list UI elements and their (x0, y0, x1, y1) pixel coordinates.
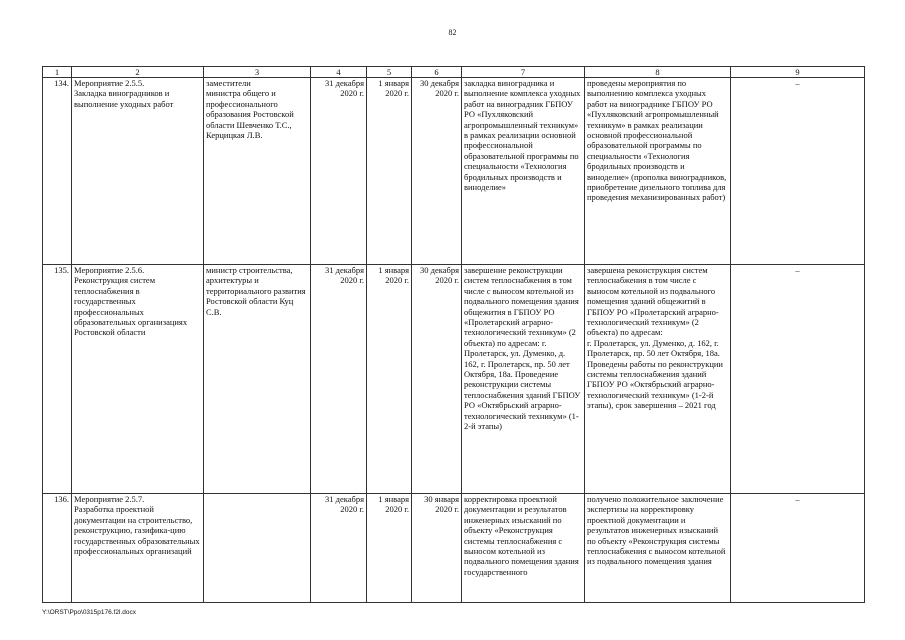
row-number: 136. (43, 494, 72, 603)
activity-name: Мероприятие 2.5.5. Закладка виноградников и выполнение уходных работ (72, 78, 204, 265)
table-row (43, 265, 865, 494)
responsible-person: министр строительства, архитектуры и территориального развития Ростовской области Куц С.В. (204, 265, 311, 494)
actual-result: завершена реконструкция систем теплоснабжения в том числе с выносом котельной из подвального помещения зданий общежитий в ГБПОУ РО «Пролетарский аграрно-технологический техникум» (2 объекта) по адресам: г. Пролетарск, ул. Думенко, д. 162, г. Пролетарск, пр. 50 лет Октября, 18а. Проведены работы по реконструкции системы теплоснабжения зданий ГБПОУ РО «Октябрьский аграрно-технологический техникум» (1-2-й этапы), срок завершения – 2021 год (585, 265, 731, 494)
activity-name: Мероприятие 2.5.7. Разработка проектной документации на строительство, реконструкцию, газифика-цию государственных образовательных профессиональных организаций (72, 494, 204, 603)
column-header: 6 (412, 67, 462, 78)
expected-result: корректировка проектной документации и результатов инженерных изысканий по объекту «Реконструкция системы теплоснабжения с выносом котельной из подвального помещения здания государственного (462, 494, 585, 603)
responsible-person: заместители министра общего и профессионального образования Ростовской области Шевченко Т.С., Керцицкая Л.В. (204, 78, 311, 265)
column-header: 2 (72, 67, 204, 78)
expected-result: закладка виноградника и выполнение комплекса уходных работ на виноградник ГБПОУ РО «Пухляковский агропромышленный техникум» в рамках реализации основной профессиональной образовательной программы по специальности «Технология бродильных производств и виноделие» (462, 78, 585, 265)
activity-name: Мероприятие 2.5.6. Реконструкция систем теплоснабжения в государственных профессиональных образовательных организациях Ростовской области (72, 265, 204, 494)
table-row (43, 494, 865, 603)
actual-start-date: 1 января 2020 г. (367, 78, 412, 265)
column-header: 3 (204, 67, 311, 78)
notes: – (731, 265, 865, 494)
file-path-footer: Y:\ORST\Ppo\0315p176.f2l.docx (42, 609, 136, 616)
notes: – (731, 78, 865, 265)
column-header: 7 (462, 67, 585, 78)
column-header: 1 (43, 67, 72, 78)
actual-end-date: 30 декабря 2020 г. (412, 78, 462, 265)
column-header: 5 (367, 67, 412, 78)
planned-end-date: 31 декабря 2020 г. (311, 265, 367, 494)
actual-end-date: 30 декабря 2020 г. (412, 265, 462, 494)
actual-result: проведены мероприятия по выполнению комплекса уходных работ на винограднике ГБПОУ РО «Пухляковский агропромышленный техникум» в рамках реализации основной профессиональной образовательной программы по специальности «Технология бродильных производств и виноделие» (прополка виноградников, приобретение дизельного топлива для проведения механизированных работ) (585, 78, 731, 265)
row-number: 134. (43, 78, 72, 265)
page-number: 82 (448, 28, 457, 37)
column-number-row (43, 67, 865, 78)
notes: – (731, 494, 865, 603)
table-row (43, 78, 865, 265)
actual-start-date: 1 января 2020 г. (367, 494, 412, 603)
column-header: 8 (585, 67, 731, 78)
responsible-person (204, 494, 311, 603)
expected-result: завершение реконструкции систем теплоснабжения в том числе с выносом котельной из подвального помещения здания общежития в ГБПОУ РО «Пролетарский аграрно-технологический техникум» (2 объекта) по адресам: г. Пролетарск, ул. Думенко, д. 162, г. Пролетарск, пр. 50 лет Октября, 18а. Проведение реконструкции системы теплоснабжения зданий ГБПОУ РО «Октябрьский аграрно-технологический техникум» (1-2-й этапы) (462, 265, 585, 494)
actual-end-date: 30 января 2020 г. (412, 494, 462, 603)
report-table (42, 66, 865, 603)
row-number: 135. (43, 265, 72, 494)
actual-start-date: 1 января 2020 г. (367, 265, 412, 494)
planned-end-date: 31 декабря 2020 г. (311, 78, 367, 265)
column-header: 4 (311, 67, 367, 78)
column-header: 9 (731, 67, 865, 78)
planned-end-date: 31 декабря 2020 г. (311, 494, 367, 603)
actual-result: получено положительное заключение экспертизы на корректировку проектной документации и результатов инженерных изысканий по объекту «Реконструкция системы теплоснабжения с выносом котельной из подвального помещения здания (585, 494, 731, 603)
